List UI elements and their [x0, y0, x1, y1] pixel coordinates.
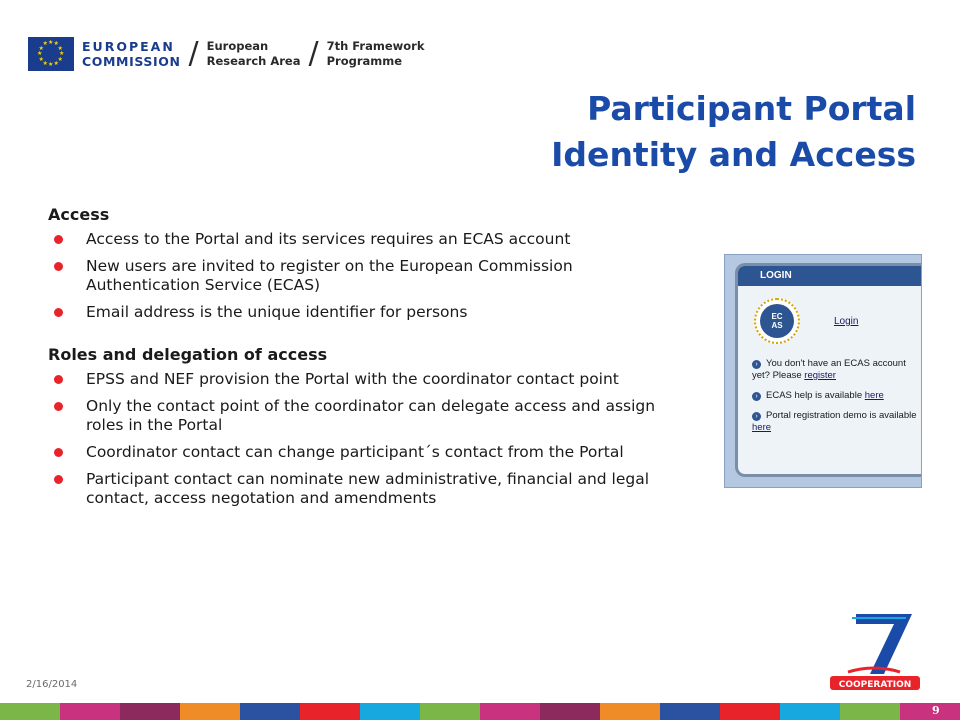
arrow-right-icon: › [752, 360, 761, 369]
bullet-item [48, 257, 688, 295]
page-number: 9 [932, 704, 940, 717]
slide-title [551, 86, 916, 178]
stripe-segment [660, 703, 720, 720]
flag-star-icon: ★ [59, 50, 65, 57]
demo-text: Portal registration demo is available [766, 410, 917, 421]
stripe-segment [540, 703, 600, 720]
commission-wordmark [82, 39, 181, 69]
ecas-seal-icon [754, 298, 800, 344]
demo-link[interactable]: here [752, 422, 772, 433]
arrow-right-icon: › [752, 412, 761, 421]
bullet-text: Only the contact point of the coordinator can delegate access and assign roles in the Portal [86, 397, 656, 434]
era-line2: Research Area [206, 54, 301, 68]
bullet-dot-icon [54, 308, 63, 317]
bullet-text: Email address is the unique identifier for persons [86, 303, 468, 321]
flag-star-icon: ★ [38, 55, 44, 63]
title-line1: Participant Portal [587, 89, 916, 128]
ecas-login-screenshot [724, 254, 922, 488]
bullet-dot-icon [54, 475, 63, 484]
stripe-segment [360, 703, 420, 720]
stripe-segment [720, 703, 780, 720]
demo-item [752, 410, 917, 434]
flag-star-icon: ★ [53, 40, 59, 48]
ecas-seal-label [760, 304, 794, 338]
flag-star-icon: ★ [38, 44, 44, 52]
register-item [752, 358, 917, 382]
section-heading-access: Access [48, 205, 110, 224]
bullet-dot-icon [54, 262, 63, 271]
flag-star-icon: ★ [57, 55, 63, 63]
fp-line1: 7th Framework [326, 39, 425, 53]
bullet-text: New users are invited to register on the European Commission Authentication Service (ECAS) [86, 257, 573, 294]
stripe-segment [780, 703, 840, 720]
flag-star-icon: ★ [37, 50, 43, 57]
bullet-text: EPSS and NEF provision the Portal with the coordinator contact point [86, 370, 619, 388]
fp7-cooperation-logo [826, 612, 922, 692]
seal-line1: EC [771, 312, 783, 321]
stripe-segment [240, 703, 300, 720]
header-logo [28, 34, 424, 74]
slide-date: 2/16/2014 [26, 679, 78, 690]
login-header: LOGIN [738, 266, 921, 286]
slide-content [48, 204, 688, 516]
stripe-segment [600, 703, 660, 720]
divider-slash: / [308, 36, 319, 71]
help-link[interactable]: here [864, 390, 884, 401]
stripe-segment [0, 703, 60, 720]
era-wordmark [207, 39, 301, 69]
logo-line2: COMMISSION [82, 54, 181, 69]
title-line2: Identity and Access [551, 135, 916, 174]
bullet-item [48, 397, 688, 435]
flag-star-icon: ★ [42, 40, 48, 48]
flag-star-icon: ★ [57, 44, 63, 52]
stripe-segment [840, 703, 900, 720]
fp-wordmark [327, 39, 425, 69]
bullet-item [48, 470, 688, 508]
bullet-dot-icon [54, 235, 63, 244]
help-text: ECAS help is available [766, 390, 863, 401]
stripe-segment [480, 703, 540, 720]
stripe-segment [120, 703, 180, 720]
flag-star-icon: ★ [53, 59, 59, 67]
roles-bullet-list [48, 370, 688, 508]
bullet-item [48, 303, 688, 322]
login-help-list [752, 358, 917, 442]
flag-star-icon: ★ [48, 61, 54, 68]
flag-star-icon: ★ [42, 59, 48, 67]
login-box [735, 263, 921, 477]
stripe-segment [180, 703, 240, 720]
bullet-dot-icon [54, 375, 63, 384]
bullet-text: Coordinator contact can change participant´s contact from the Portal [86, 443, 624, 461]
bullet-item [48, 370, 688, 389]
fp-line2: Programme [326, 54, 403, 68]
bullet-item [48, 443, 688, 462]
stripe-segment [60, 703, 120, 720]
flag-star-icon: ★ [48, 39, 54, 46]
divider-slash: / [188, 36, 199, 71]
eu-flag-icon [28, 37, 74, 71]
stripe-segment [300, 703, 360, 720]
bullet-text: Participant contact can nominate new administrative, financial and legal contact, access negotation and amendments [86, 470, 650, 507]
commission-logo [82, 36, 425, 71]
arrow-right-icon: › [752, 392, 761, 401]
access-bullet-list [48, 230, 688, 322]
fp7-seven-shape [856, 614, 912, 674]
help-item [752, 390, 917, 402]
bullet-dot-icon [54, 448, 63, 457]
era-line1: European [206, 39, 269, 53]
fp7-label: COOPERATION [838, 680, 912, 690]
bullet-text: Access to the Portal and its services requires an ECAS account [86, 230, 571, 248]
login-link[interactable]: Login [834, 316, 859, 327]
stripe-segment [900, 703, 960, 720]
section-heading-roles: Roles and delegation of access [48, 345, 328, 364]
register-text: You don't have an ECAS account yet? Please [752, 358, 906, 381]
register-link[interactable]: register [804, 370, 836, 381]
stripe-segment [420, 703, 480, 720]
bullet-item [48, 230, 688, 249]
bullet-dot-icon [54, 402, 63, 411]
logo-line1: EUROPEAN [82, 39, 175, 54]
color-stripe [0, 703, 960, 720]
seal-line2: AS [771, 321, 783, 330]
